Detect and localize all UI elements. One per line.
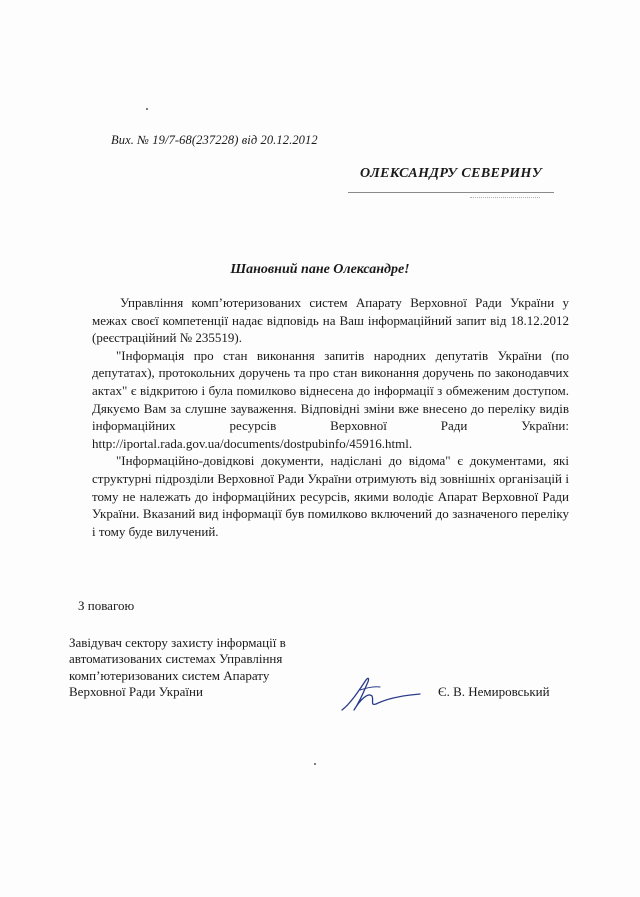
signature-stroke (342, 678, 420, 710)
scan-speck (146, 108, 148, 110)
signatory-title (69, 635, 339, 701)
signatory-title-line: Завідувач сектору захисту інформації в (69, 635, 286, 650)
signatory-name: Є. В. Немировський (438, 684, 550, 699)
outgoing-reference: Вих. № 19/7-68(237228) від 20.12.2012 (111, 133, 318, 147)
body-paragraph: "Інформаційно-довідкові документи, надіслані до відома" є документами, які структурні підрозділи Верховної Ради України отримують від зовнішніх організацій і тому не належать до інформаційних ресурсів, якими володіє Апарат Верховної Ради України. Вказаний вид інформації був помилково включений до зазначеного переліку і тому буде вилучений. (92, 453, 569, 539)
signatory-title-line: Верховної Ради України (69, 684, 203, 700)
handwritten-signature (336, 670, 428, 718)
addressee-name: ОЛЕКСАНДРУ СЕВЕРИНУ (360, 166, 542, 181)
greeting: Шановний пане Олександре! (230, 262, 410, 277)
scan-speck (314, 763, 316, 765)
closing-phrase: З повагою (78, 598, 135, 613)
signatory-title-line: комп’ютеризованих систем Апарату (69, 667, 270, 683)
body-paragraph: Управління комп’ютеризованих систем Апарату Верховної Ради України у межах своєї компетенції надає відповідь на Ваш інформаційний запит від 18.12.2012 (реєстраційний № 235519). (92, 295, 569, 346)
addressee-underline (348, 192, 554, 193)
signatory-title-line: автоматизованих системах Управління (69, 651, 283, 667)
signature-stroke (360, 687, 380, 690)
letter-body (92, 294, 569, 540)
addressee-underline-faint (470, 197, 540, 198)
body-paragraph: "Інформація про стан виконання запитів народних депутатів України (по депутатах), протокольних доручень та про стан виконання доручень по законодавчих актах" є відкритою і була помилково віднесена до інформації з обмеженим доступом. Дякуємо Вам за слушне зауваження. Відповідні зміни вже внесено до переліку видів інформаційних ресурсів Верховної Ради України: http://iportal.rada.gov.ua/documents/dostpubinfo/45916.html. (92, 347, 569, 451)
